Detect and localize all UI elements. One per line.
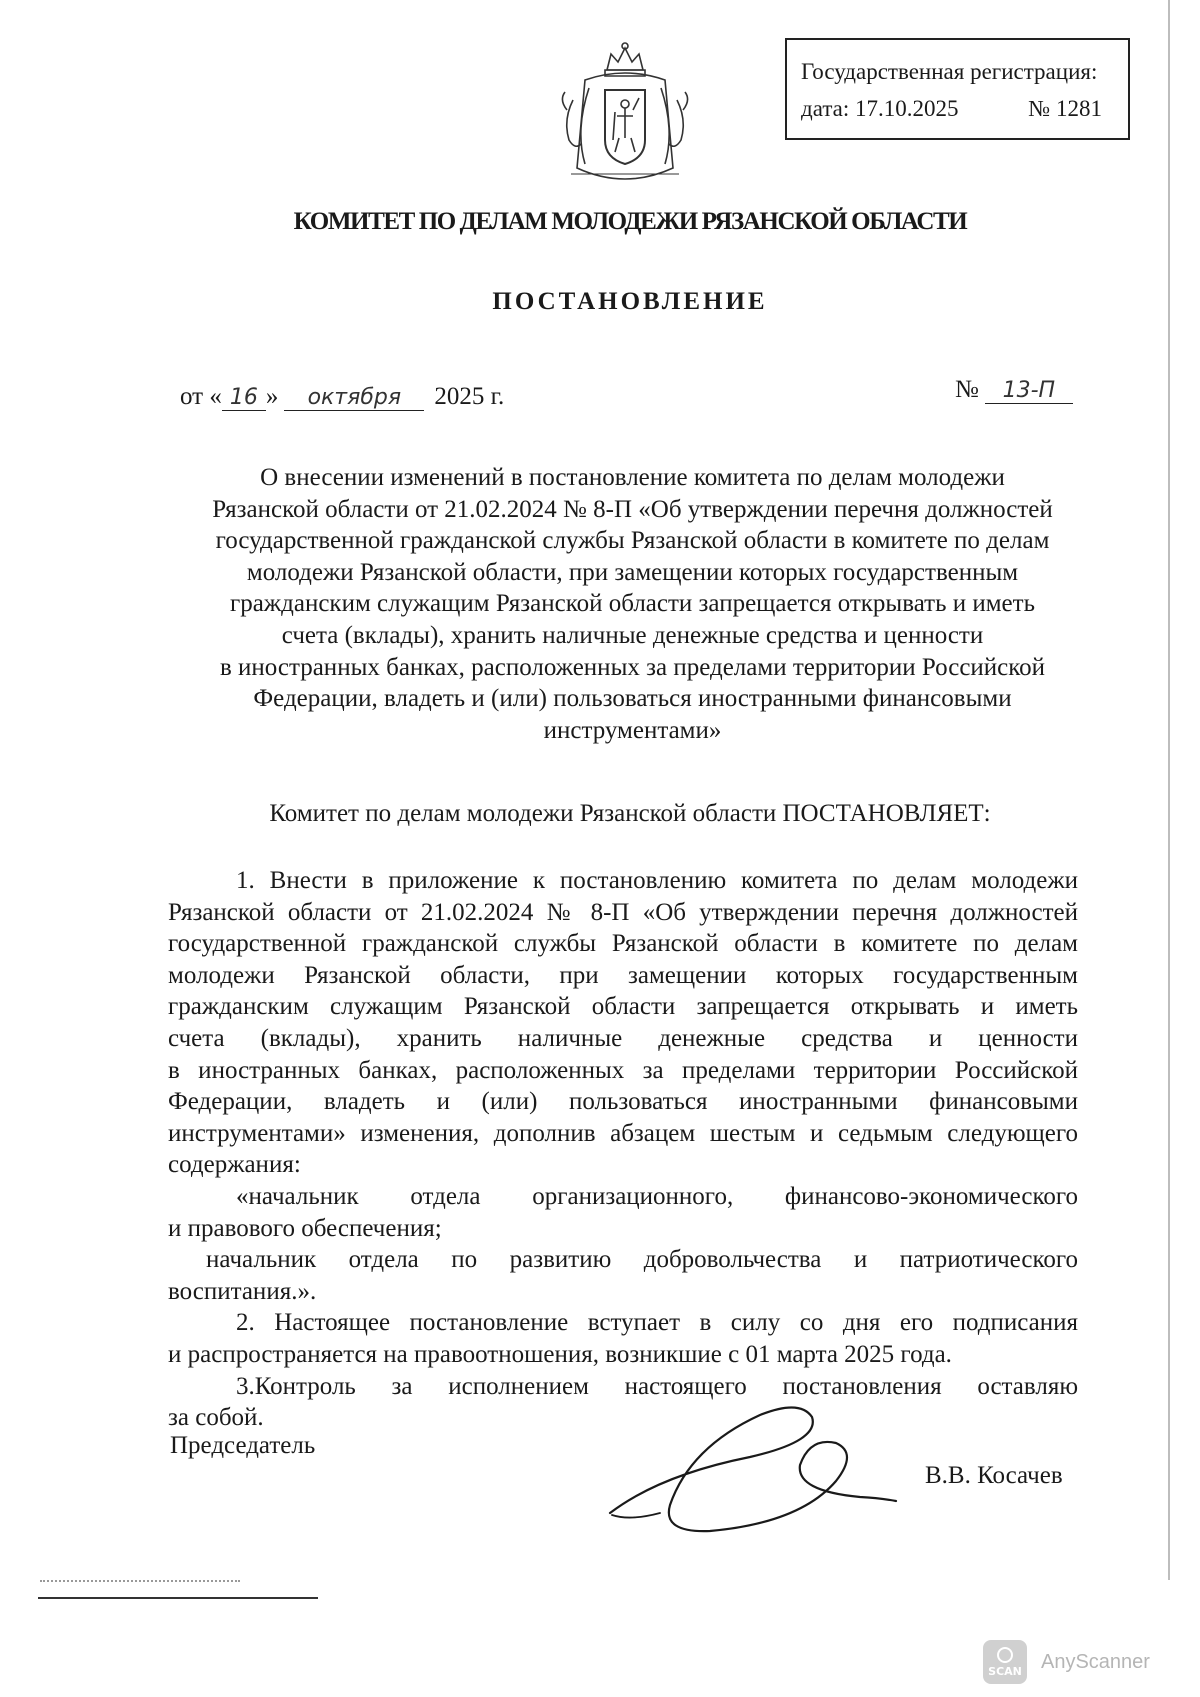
number-value: 13-П <box>985 378 1073 404</box>
subject-line: в иностранных банках, расположенных за пределами территории Российской <box>219 653 1046 681</box>
date-month: октября <box>284 385 424 411</box>
number-prefix: № <box>955 376 979 403</box>
body-line: и распространяется на правоотношения, возникшие с 01 марта 2025 года. <box>168 1340 952 1368</box>
coat-of-arms-icon <box>555 40 695 190</box>
body-line: 3.Контроль за исполнением настоящего постановления оставляю <box>236 1372 1078 1400</box>
resolves-line: Комитет по делам молодежи Рязанской области ПОСТАНОВЛЯЕТ: <box>269 800 991 827</box>
subject-line: инструментами» <box>543 716 722 744</box>
body-line: молодежи Рязанской области, при замещении которых государственным <box>168 961 1078 989</box>
date-day: 16 <box>222 385 266 411</box>
footer-rule <box>38 1597 318 1599</box>
registration-heading: Государственная регистрация: <box>801 59 1098 84</box>
subject-line: гражданским служащим Рязанской области запрещается открывать и иметь <box>230 590 1035 618</box>
body-line: начальник отдела по развитию добровольчества и патриотического <box>206 1246 1078 1274</box>
body-line: за собой. <box>168 1404 264 1432</box>
body-line: и правового обеспечения; <box>168 1214 442 1242</box>
body-line: инструментами» изменения, дополнив абзацем шестым и седьмым следующего <box>168 1119 1078 1147</box>
scanner-watermark <box>983 1640 1150 1684</box>
body-line: Федерации, владеть и (или) пользоваться иностранными финансовыми <box>168 1088 1078 1116</box>
body-line: гражданским служащим Рязанской области запрещается открывать и иметь <box>168 993 1078 1021</box>
document-type: ПОСТАНОВЛЕНИЕ <box>492 288 768 315</box>
scanner-name: AnyScanner <box>1041 1650 1150 1673</box>
body-line: воспитания.». <box>168 1277 317 1305</box>
organization-title: КОМИТЕТ ПО ДЕЛАМ МОЛОДЕЖИ РЯЗАНСКОЙ ОБЛАСТИ <box>293 208 967 235</box>
document-subject <box>165 462 1100 746</box>
document-number <box>955 376 1073 404</box>
subject-line: государственной гражданской службы Рязанской области в комитете по делам <box>215 527 1050 555</box>
date-prefix: от « <box>180 383 222 410</box>
scan-badge-label: SCAN <box>988 1664 1022 1678</box>
body-line: счета (вклады), хранить наличные денежные средства и ценности <box>168 1024 1078 1052</box>
body-line: Рязанской области от 21.02.2024 № 8-П «Об утверждении перечня должностей <box>168 898 1078 926</box>
body-line: 2. Настоящее постановление вступает в силу со дня его подписания <box>236 1309 1078 1337</box>
scan-logo-icon <box>983 1640 1027 1684</box>
registration-stamp <box>785 38 1130 140</box>
handwritten-signature <box>600 1395 900 1540</box>
page-edge <box>1168 0 1170 1580</box>
subject-line: Федерации, владеть и (или) пользоваться иностранными финансовыми <box>253 685 1012 713</box>
signatory-name: В.В. Косачев <box>925 1462 1063 1489</box>
date-year: 2025 г. <box>434 383 505 410</box>
date-mid: » <box>265 383 279 410</box>
document-date <box>180 383 504 411</box>
registration-number: № 1281 <box>1028 95 1102 121</box>
footer-dotted-mark <box>40 1580 240 1586</box>
body-line: содержания: <box>168 1151 301 1179</box>
subject-line: молодежи Рязанской области, при замещении которых государственным <box>246 558 1019 586</box>
body-line: государственной гражданской службы Рязанской области в комитете по делам <box>168 930 1078 958</box>
registration-date: дата: 17.10.2025 <box>801 95 959 121</box>
document-body <box>168 865 1078 1434</box>
subject-line: О внесении изменений в постановление комитета по делам молодежи <box>260 464 1005 491</box>
subject-line: Рязанской области от 21.02.2024 № 8-П «Об утверждении перечня должностей <box>212 495 1053 523</box>
body-line: 1. Внести в приложение к постановлению комитета по делам молодежи <box>236 867 1078 894</box>
subject-line: счета (вклады), хранить наличные денежные средства и ценности <box>281 621 984 649</box>
signatory-title: Председатель <box>170 1432 316 1459</box>
body-line: «начальник отдела организационного, финансово-экономического <box>236 1182 1078 1210</box>
body-line: в иностранных банках, расположенных за пределами территории Российской <box>168 1056 1078 1084</box>
